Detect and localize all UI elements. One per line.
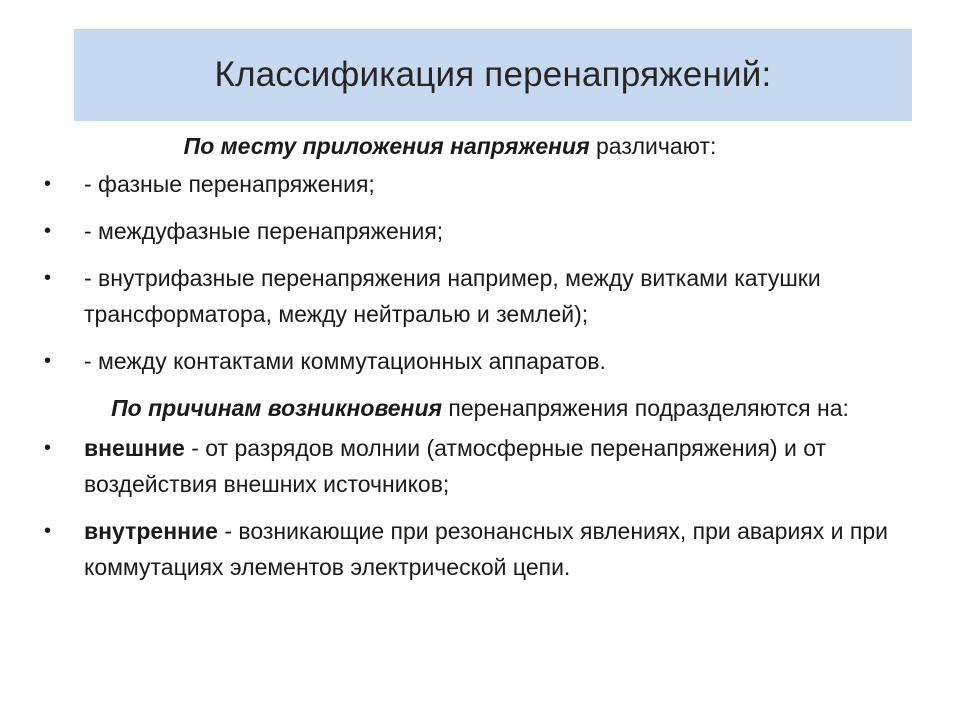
list-item	[40, 343, 920, 379]
bullet-icon: •	[44, 437, 52, 459]
title-banner	[74, 29, 912, 121]
location-list	[40, 166, 920, 379]
list-item-text: - между контактами коммутационных аппаратов.	[84, 348, 606, 374]
bullet-icon: •	[44, 350, 52, 372]
list-item-text: - от разрядов молнии (атмосферные перенапряжения) и от воздействия внешних источников;	[84, 435, 827, 497]
slide-content	[40, 128, 920, 596]
list-item-term: внутренние	[84, 518, 218, 544]
bullet-icon: •	[44, 267, 52, 289]
list-item	[40, 166, 920, 202]
list-item	[40, 513, 920, 585]
slide-title: Классификация перенапряжений:	[214, 55, 772, 94]
list-item-text: - возникающие при резонансных явлениях, при авариях и при коммутациях элементов электрической цепи.	[84, 518, 888, 580]
list-item	[40, 213, 920, 249]
cause-list	[40, 430, 920, 585]
section-heading-cause	[40, 390, 920, 426]
list-item-term: внешние	[84, 435, 185, 461]
bullet-icon: •	[44, 173, 52, 195]
section-heading-location-rest: различают:	[589, 133, 717, 159]
bullet-icon: •	[44, 220, 52, 242]
list-item	[40, 430, 920, 502]
list-item-text: - внутрифазные перенапряжения например, между витками катушки трансформатора, между нейтралью и землей);	[84, 265, 821, 327]
section-heading-cause-rest: перенапряжения подразделяются на:	[442, 395, 849, 421]
list-item-text: - междуфазные перенапряжения;	[84, 218, 444, 244]
section-heading-cause-bold: По причинам возникновения	[111, 395, 443, 421]
list-item	[40, 260, 920, 332]
section-heading-location-bold: По месту приложения напряжения	[183, 133, 590, 159]
section-heading-location	[40, 128, 920, 164]
list-item-text: - фазные перенапряжения;	[84, 171, 375, 197]
bullet-icon: •	[44, 520, 52, 542]
